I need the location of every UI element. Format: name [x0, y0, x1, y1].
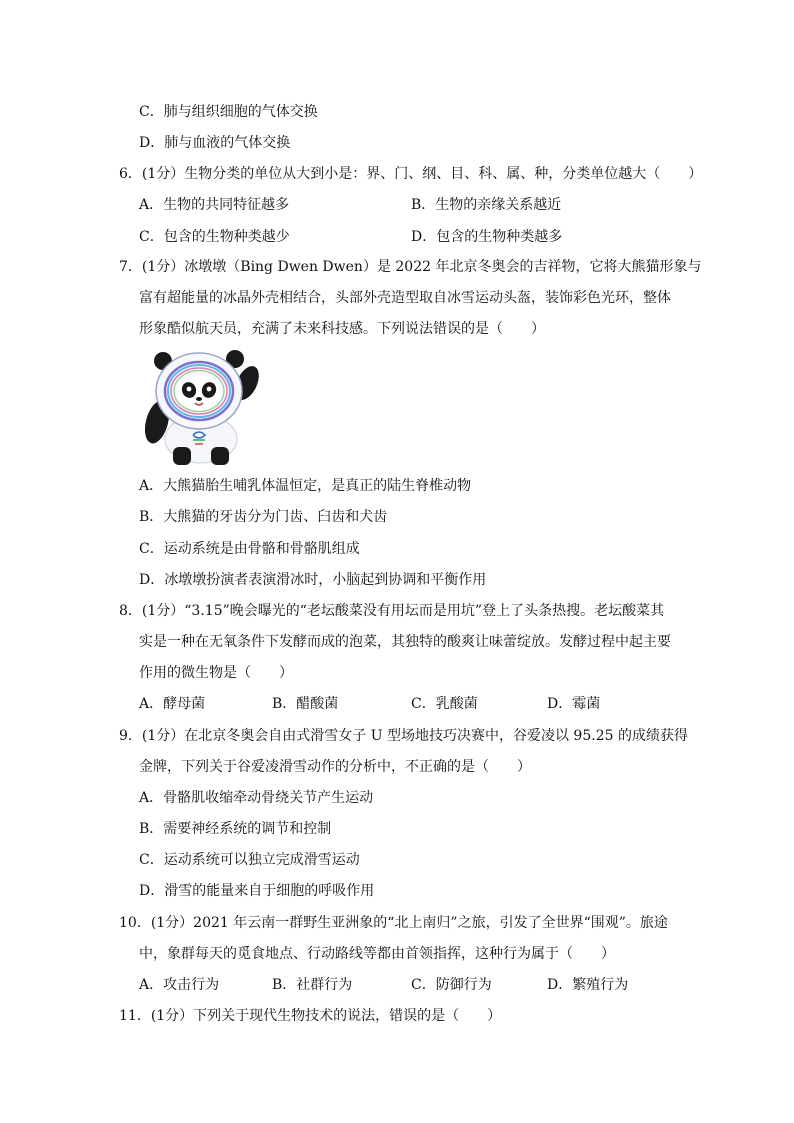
q7-stem-line1: 7．(1分）冰墩墩（Bing Dwen Dwen）是 2022 年北京冬奥会的吉祥物，它将大熊猫形象与: [119, 259, 702, 275]
q8-option-a: A．酵母菌: [139, 696, 206, 712]
bing-dwen-dwen-mascot-image: [139, 347, 267, 467]
q9-option-b: B．需要神经系统的调节和控制: [139, 821, 332, 837]
q7-option-b: B．大熊猫的牙齿分为门齿、臼齿和犬齿: [139, 509, 388, 525]
q6-stem: 6．(1分）生物分类的单位从大到小是：界、门、纲、目、科、属、种，分类单位越大（ ）: [119, 166, 703, 182]
q7-option-d: D．冰墩墩扮演者表演滑冰时，小脑起到协调和平衡作用: [139, 572, 487, 588]
q11-stem: 11．(1分）下列关于现代生物技术的说法，错误的是（ ）: [119, 1008, 502, 1024]
q9-option-d: D．滑雪的能量来自于细胞的呼吸作用: [139, 883, 375, 899]
q8-stem-line1: 8．(1分）“3.15”晚会曝光的“老坛酸菜没有用坛而是用坑”登上了头条热搜。老坛酸菜其: [119, 603, 665, 619]
q8-stem-line3: 作用的微生物是（ ）: [139, 665, 293, 681]
q8-option-b: B．醋酸菌: [272, 696, 339, 712]
q9-stem-line1: 9．(1分）在北京冬奥会自由式滑雪女子 U 型场地技巧决赛中，谷爱凌以 95.25 的成绩获得: [119, 728, 688, 744]
q5-option-c: C．肺与组织细胞的气体交换: [139, 104, 318, 120]
q7-stem-line2: 富有超能量的冰晶外壳相结合，头部外壳造型取自冰雪运动头盔，装饰彩色光环，整体: [139, 290, 671, 306]
q10-stem-line1: 10．(1分）2021 年云南一群野生亚洲象的“北上南归”之旅，引发了全世界“围观”。旅途: [119, 915, 668, 931]
q6-option-a: A．生物的共同特征越多: [139, 197, 290, 213]
q10-stem-line2: 中，象群每天的觅食地点、行动路线等都由首领指挥，这种行为属于（ ）: [139, 946, 615, 962]
q8-stem-line2: 实是一种在无氧条件下发酵而成的泡菜，其独特的酸爽让味蕾绽放。发酵过程中起主要: [139, 634, 671, 650]
q7-option-c: C．运动系统是由骨骼和骨骼肌组成: [139, 541, 360, 557]
q9-stem-line2: 金牌，下列关于谷爱凌滑雪动作的分析中，不正确的是（ ）: [139, 759, 531, 775]
q10-option-b: B．社群行为: [272, 977, 353, 993]
q10-option-c: C．防御行为: [411, 977, 492, 993]
q8-option-d: D．霉菌: [547, 696, 601, 712]
q6-option-d: D．包含的生物种类越多: [411, 229, 563, 245]
q8-option-c: C．乳酸菌: [411, 696, 478, 712]
q6-option-c: C．包含的生物种类越少: [139, 229, 290, 245]
q9-option-a: A．骨骼肌收缩牵动骨绕关节产生运动: [139, 790, 374, 806]
q7-option-a: A．大熊猫胎生哺乳体温恒定，是真正的陆生脊椎动物: [139, 478, 472, 494]
q10-option-d: D．繁殖行为: [547, 977, 629, 993]
q9-option-c: C．运动系统可以独立完成滑雪运动: [139, 852, 360, 868]
q10-option-a: A．攻击行为: [139, 977, 220, 993]
q6-option-b: B．生物的亲缘关系越近: [411, 197, 562, 213]
q5-option-d: D．肺与血液的气体交换: [139, 135, 291, 151]
q7-stem-line3: 形象酷似航天员，充满了未来科技感。下列说法错误的是（ ）: [139, 321, 545, 337]
